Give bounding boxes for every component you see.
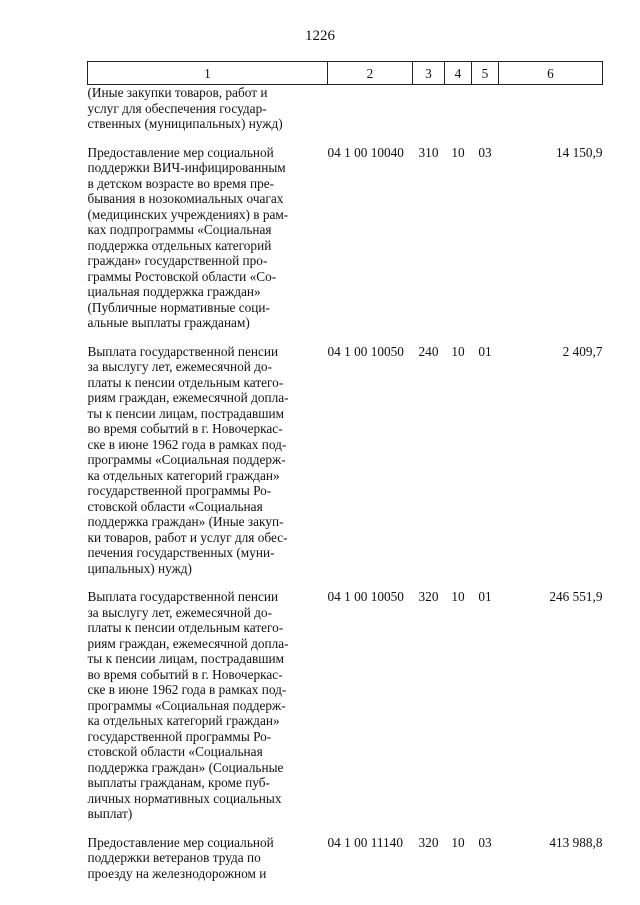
description-line: альные выплаты гражданам) [87,315,250,330]
description-line: платы к пенсии отдельным катего- [87,620,284,635]
budget-table [87,61,603,888]
subsection-code [472,85,499,139]
expense-type-code: 320 [418,589,439,604]
table-row [88,85,603,139]
subsection-code: 01 [478,343,492,359]
description-line: поддержки ветеранов труда по [87,850,261,865]
description-line: во время событий в г. Новочеркас- [87,421,283,436]
subsection-code: 01 [478,589,492,604]
section-code [445,85,472,139]
description-line: ках подпрограммы «Социальная [87,222,272,237]
column-header-6: 6 [499,62,603,85]
amount-value [499,85,603,139]
description-line: за выслугу лет, ежемесячной до- [87,604,273,620]
description-line: (Публичные нормативные соци- [87,299,270,315]
description-line: риям граждан, ежемесячной допла- [87,390,289,405]
amount-value: 14 150,9 [555,144,603,160]
description-line: ка отдельных категорий граждан» [87,467,280,483]
section-code: 10 [451,343,465,359]
description-line: Предоставление мер социальной [87,144,274,160]
section-code: 10 [451,834,465,850]
description-line: граммы Ростовской области «Со- [87,268,277,284]
expense-type-code: 320 [418,834,439,850]
expense-description [88,338,328,584]
column-header-4: 4 [445,62,472,85]
description-line: поддержка отдельных категорий [87,237,272,253]
target-article-code: 04 1 00 10040 [327,144,404,160]
expense-description [88,829,328,889]
description-line: риям граждан, ежемесячной допла- [87,635,289,651]
subsection-code: 03 [478,144,492,160]
column-header-1: 1 [88,62,328,85]
description-line: циальная поддержка граждан» [87,284,261,299]
target-article-code: 04 1 00 10050 [327,343,404,359]
header-row [88,62,603,85]
expense-type-code: 310 [418,144,439,160]
description-line: (медицинских учреждениях) в рам- [87,206,289,222]
expense-type-code [413,85,445,139]
description-line: в детском возрасте во время пре- [87,175,275,191]
description-line: выплаты гражданам, кроме пуб- [87,775,270,790]
target-article-code: 04 1 00 11140 [327,834,403,850]
description-line: печения государственных (муни- [87,545,275,560]
description-line: ты к пенсии лицам, пострадавшим [87,405,285,421]
description-line: Выплата государственной пенсии [87,343,279,359]
table-row [88,139,603,338]
description-line: ске в июне 1962 года в рамках под- [87,436,287,452]
description-line: Предоставление мер социальной [87,834,274,850]
table-body [88,85,603,889]
amount-value: 413 988,8 [549,834,603,850]
description-line: программы «Социальная поддерж- [87,452,286,467]
description-line: личных нормативных социальных [87,790,282,806]
target-article-code [328,85,413,139]
table-row [88,829,603,889]
description-line: за выслугу лет, ежемесячной до- [87,359,273,374]
description-line: платы к пенсии отдельным катего- [87,374,284,390]
description-line: ственных (муниципальных) нужд) [87,116,283,131]
description-line: ки товаров, работ и услуг для обес- [87,529,288,545]
section-code: 10 [451,144,465,160]
amount-value: 2 409,7 [562,343,603,359]
description-line: ка отдельных категорий граждан» [87,713,280,728]
expense-description [88,139,328,338]
description-line: услуг для обеспечения государ- [87,100,267,116]
description-line: проезду на железнодорожном и [87,865,267,881]
table-row [88,338,603,584]
description-line: ципальных) нужд) [87,560,192,576]
description-line: ты к пенсии лицам, пострадавшим [87,651,285,666]
column-header-5: 5 [472,62,499,85]
target-article-code: 04 1 00 10050 [327,589,404,604]
description-line: ске в июне 1962 года в рамках под- [87,682,287,697]
description-line: Выплата государственной пенсии [87,589,279,604]
amount-value: 246 551,9 [549,589,603,604]
column-header-2: 2 [328,62,413,85]
description-line: во время событий в г. Новочеркас- [87,666,283,682]
description-line: (Иные закупки товаров, работ и [87,85,268,100]
subsection-code: 03 [478,834,492,850]
page-number: 1226 [305,28,335,44]
description-line: государственной программы Ро- [87,728,272,744]
description-line: граждан» государственной про- [87,253,268,268]
description-line: поддержка граждан» (Иные закуп- [87,514,284,529]
description-line: выплат) [87,806,133,821]
table-row [88,583,603,829]
description-line: бывания в нозокомиальных очагах [87,191,284,206]
column-header-3: 3 [413,62,445,85]
expense-description [88,85,328,139]
table-header [88,62,603,85]
expense-type-code: 240 [418,343,439,359]
description-line: поддержки ВИЧ-инфицированным [87,160,286,175]
description-line: стовской области «Социальная [87,498,263,514]
description-line: поддержка граждан» (Социальные [87,759,284,775]
description-line: программы «Социальная поддерж- [87,697,286,713]
expense-description [88,583,328,829]
description-line: стовской области «Социальная [87,744,263,759]
section-code: 10 [451,589,465,604]
description-line: государственной программы Ро- [87,483,272,498]
